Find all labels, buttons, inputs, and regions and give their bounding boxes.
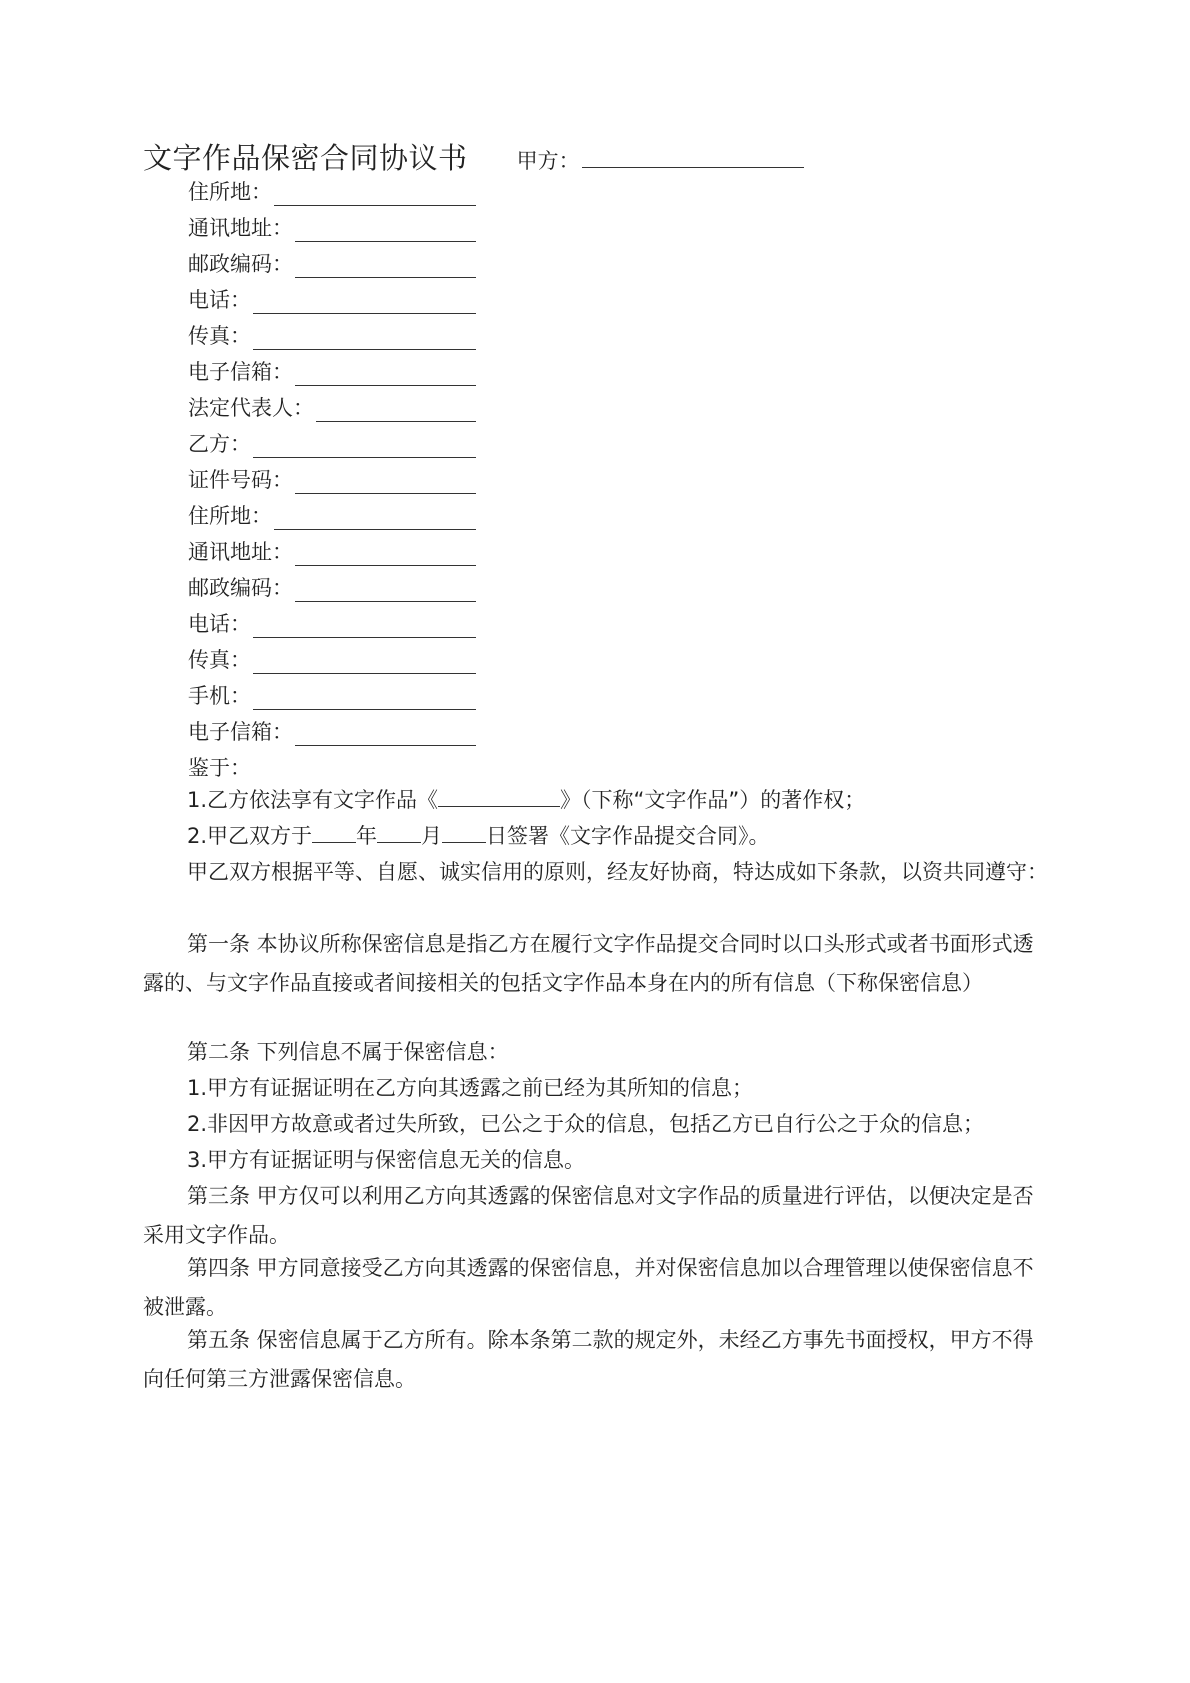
field-blank[interactable] <box>295 473 476 494</box>
field-blank[interactable] <box>253 617 476 638</box>
field-label: 邮政编码： <box>188 576 293 600</box>
party-b-postcode-field <box>188 572 476 604</box>
article-2: 第二条 下列信息不属于保密信息： <box>187 1040 509 1064</box>
month-blank[interactable] <box>377 824 421 843</box>
party-a-legal-rep-field <box>188 392 476 424</box>
intro-paragraph: 甲乙双方根据平等、自愿、诚实信用的原则，经友好协商，特达成如下条款，以资共同遵守： <box>187 860 1048 884</box>
field-label: 传真： <box>188 324 251 348</box>
year-blank[interactable] <box>312 824 356 843</box>
party-b-email-field <box>188 716 476 748</box>
field-label: 通讯地址： <box>188 540 293 564</box>
day-label: 日签署《文字作品提交合同》。 <box>486 824 770 848</box>
field-label: 法定代表人： <box>188 396 314 420</box>
article-5: 第五条 保密信息属于乙方所有。除本条第二款的规定外，未经乙方事先书面授权，甲方不得向任何第三方泄露保密信息。 <box>143 1328 1034 1391</box>
party-b-mobile-field <box>188 680 476 712</box>
field-blank[interactable] <box>253 293 476 314</box>
field-label: 通讯地址： <box>188 216 293 240</box>
day-blank[interactable] <box>442 824 486 843</box>
party-b-phone-field <box>188 608 476 640</box>
party-a-fax-field <box>188 320 476 352</box>
whereas-item-1 <box>143 781 1053 820</box>
article-4: 第四条 甲方同意接受乙方向其透露的保密信息，并对保密信息加以合理管理以使保密信息不被泄露。 <box>143 1256 1034 1319</box>
field-label: 住所地： <box>188 180 272 204</box>
party-a-address-field <box>188 176 476 208</box>
article-3: 第三条 甲方仅可以利用乙方向其透露的保密信息对文字作品的质量进行评估，以便决定是否采用文字作品。 <box>143 1184 1034 1247</box>
field-blank[interactable] <box>295 257 476 278</box>
field-blank[interactable] <box>295 725 476 746</box>
field-label: 手机： <box>188 684 251 708</box>
party-a-blank[interactable] <box>582 149 804 168</box>
field-label: 乙方： <box>188 432 251 456</box>
whereas-1-pre: 1.乙方依法享有文字作品《 <box>187 788 439 812</box>
whereas-heading: 鉴于： <box>188 756 251 780</box>
field-label: 证件号码： <box>188 468 293 492</box>
field-label: 电子信箱： <box>188 360 293 384</box>
field-label: 传真： <box>188 648 251 672</box>
month-label: 月 <box>421 824 443 848</box>
party-b-fax-field <box>188 644 476 676</box>
whereas-item-2 <box>143 817 1053 856</box>
field-blank[interactable] <box>253 653 476 674</box>
party-a-mailing-address-field <box>188 212 476 244</box>
party-a-phone-field <box>188 284 476 316</box>
work-title-blank[interactable] <box>438 788 560 807</box>
field-label: 电子信箱： <box>188 720 293 744</box>
party-b-name-field <box>188 428 476 460</box>
field-blank[interactable] <box>253 437 476 458</box>
field-blank[interactable] <box>316 401 476 422</box>
field-blank[interactable] <box>295 545 476 566</box>
field-label: 电话： <box>188 288 251 312</box>
title-row <box>143 136 804 180</box>
field-label: 电话： <box>188 612 251 636</box>
field-blank[interactable] <box>253 329 476 350</box>
field-blank[interactable] <box>253 689 476 710</box>
party-b-id-number-field <box>188 464 476 496</box>
whereas-1-post: 》（下称“文字作品”）的著作权； <box>560 788 866 812</box>
field-label: 住所地： <box>188 504 272 528</box>
document-title: 文字作品保密合同协议书 <box>143 141 468 175</box>
party-a-label: 甲方： <box>516 149 580 173</box>
article-2-item-2: 2.非因甲方故意或者过失所致，已公之于众的信息，包括乙方已自行公之于众的信息； <box>187 1112 985 1136</box>
year-label: 年 <box>356 824 378 848</box>
field-blank[interactable] <box>295 365 476 386</box>
party-b-address-field <box>188 500 476 532</box>
whereas-2-pre: 2.甲乙双方于 <box>187 824 313 848</box>
article-2-item-1: 1.甲方有证据证明在乙方向其透露之前已经为其所知的信息； <box>187 1076 754 1100</box>
party-a-email-field <box>188 356 476 388</box>
party-a-postcode-field <box>188 248 476 280</box>
article-1: 第一条 本协议所称保密信息是指乙方在履行文字作品提交合同时以口头形式或者书面形式透露的、与文字作品直接或者间接相关的包括文字作品本身在内的所有信息（下称保密信息） <box>143 932 1034 995</box>
field-blank[interactable] <box>274 185 476 206</box>
field-label: 邮政编码： <box>188 252 293 276</box>
field-blank[interactable] <box>295 581 476 602</box>
field-blank[interactable] <box>274 509 476 530</box>
party-a-field <box>517 145 804 175</box>
article-2-item-3: 3.甲方有证据证明与保密信息无关的信息。 <box>187 1148 586 1172</box>
field-blank[interactable] <box>295 221 476 242</box>
party-b-mailing-address-field <box>188 536 476 568</box>
